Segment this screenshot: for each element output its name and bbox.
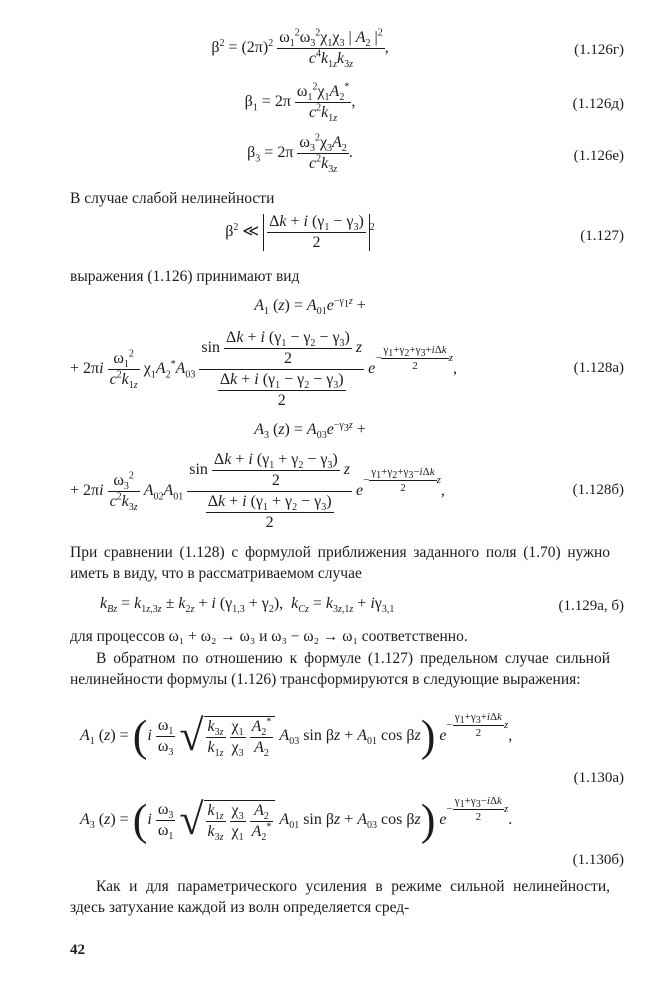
page-number: 42 [70,942,85,958]
equation-number: (1.128а) [573,360,624,376]
paragraph: выражения (1.126) принимают вид [70,268,300,285]
equation-1-126e: $\beta_3 = 2\pi$ $\frac{\omega_3^2\chi_3A_2}{c^2k_{3z}}$ . [247,132,353,176]
equation-1-128b-line1: $A_3$ $(z) = A_{03}e^{-\gamma_3z}$ + [254,419,366,442]
equation-1-130b: $A_3$ (z) = (i $\frac{\omega_3}{\omega_1}$ √ $\frac{k_{1z}}{k_{3z}}$ $\frac{\chi_3}{\chi_1}$ $\frac{A_2}{A_2^*}$ $A_{01}$ $\sin \beta z + A_{03}$ cos βz) e− $\frac{\gamma_1+\gamma_3-i\Delta k}{2}$ z. [80,795,513,845]
equation-1-127: $\beta^2$ ≪ $\frac{\Delta k + i (\gamma_1 - \gamma_3)}{2}$ $^2$ [225,213,375,251]
equation-1-130a: $A_1$ (z) = (i $\frac{\omega_1}{\omega_3}$ √ $\frac{k_{3z}}{k_{1z}}$ $\frac{\chi_1}{\chi_3}$ $\frac{A_2^*}{A_2}$ $A_{03}$ $\sin \beta z + A_{01}$ cos βz) e− $\frac{\gamma_1+\gamma_3+i\Delta k}{2}$ z, [80,711,513,761]
equation-number: (1.126д) [572,96,624,112]
paragraph: для процессов ω₁ + ω₂ → ω₃ и ω₃ − ω₂ → ω₁ соответственно. [70,628,468,645]
equation-number: (1.129а, б) [558,598,624,614]
paragraph: При сравнении (1.128) с формулой приближения заданного поля (1.70) нужно иметь в виду, что в рассматриваемом случае [70,544,610,582]
equation-1-129: $k_{Bz} = k_{1z,3z} \pm k_{2z} + i$ $(\gamma_{1,3} + \gamma_2)$, $k_{Cz} = k_{3z,1z} + i\gamma_{3,1}$ [100,595,395,616]
equation-1-128b-line2: + 2πi $\frac{\omega_3^2}{c^2k_{3z}}$ $A_{02}A_{01}$ sin $\frac{\Delta k + i (\gamma_1 + \gamma_2 - \gamma_3)}{2}$ z $\frac{\Delta k + i (\gamma_1 + \gamma_2 - \gamma_3)}{2}$ e− $\frac{\gamma_1+\gamma_2+\gamma_3-i\Delta k}{2}$ z, [70,451,445,531]
paragraph [70,648,610,690]
equation-number: (1.130б) [572,852,624,868]
equation-1-128a-line1: $A_1$ $(z) = A_{01}e^{-\gamma_1z}$ + [254,295,366,318]
equation-number: (1.126г) [574,42,624,58]
paragraph-text: Как и для параметрического усиления в режиме сильной нелинейности, здесь затухание каждой из волн определяется сред- [70,878,610,916]
equation-1-126d: $\beta_1 = 2\pi$ $\frac{\omega_1^2\chi_1A_2^*}{c^2k_{1z}}$ , [244,81,356,125]
equation-number: (1.128б) [572,482,624,498]
paragraph: В случае слабой нелинейности [70,190,275,207]
equation-number: (1.127) [580,228,624,244]
paragraph [70,876,610,918]
paragraph-text: В обратном по отношению к формуле (1.127) предельном случае сильной нелинейности формулы (1.126) трансформируются в следующие выражения: [70,650,610,688]
equation-1-126g: $\beta^2 = (2\pi)^2$ $\frac{\omega_1^2\omega_3^2\chi_1\chi_3 | A_2 |^2}{c^4k_{1z}k_{3z}}$ , [211,27,389,71]
equation-1-128a-line2: + 2πi $\frac{\omega_1^2}{c^2k_{1z}}$ $\chi_1A_2^*A_{03}$ sin $\frac{\Delta k + i (\gamma_1 - \gamma_2 - \gamma_3)}{2}$ z $\frac{\Delta k + i (\gamma_1 - \gamma_2 - \gamma_3)}{2}$ e− $\frac{\gamma_1+\gamma_2+\gamma_3+i\Delta k}{2}$ z, [70,329,457,409]
equation-number: (1.130а) [573,770,624,786]
equation-number: (1.126е) [573,148,624,164]
